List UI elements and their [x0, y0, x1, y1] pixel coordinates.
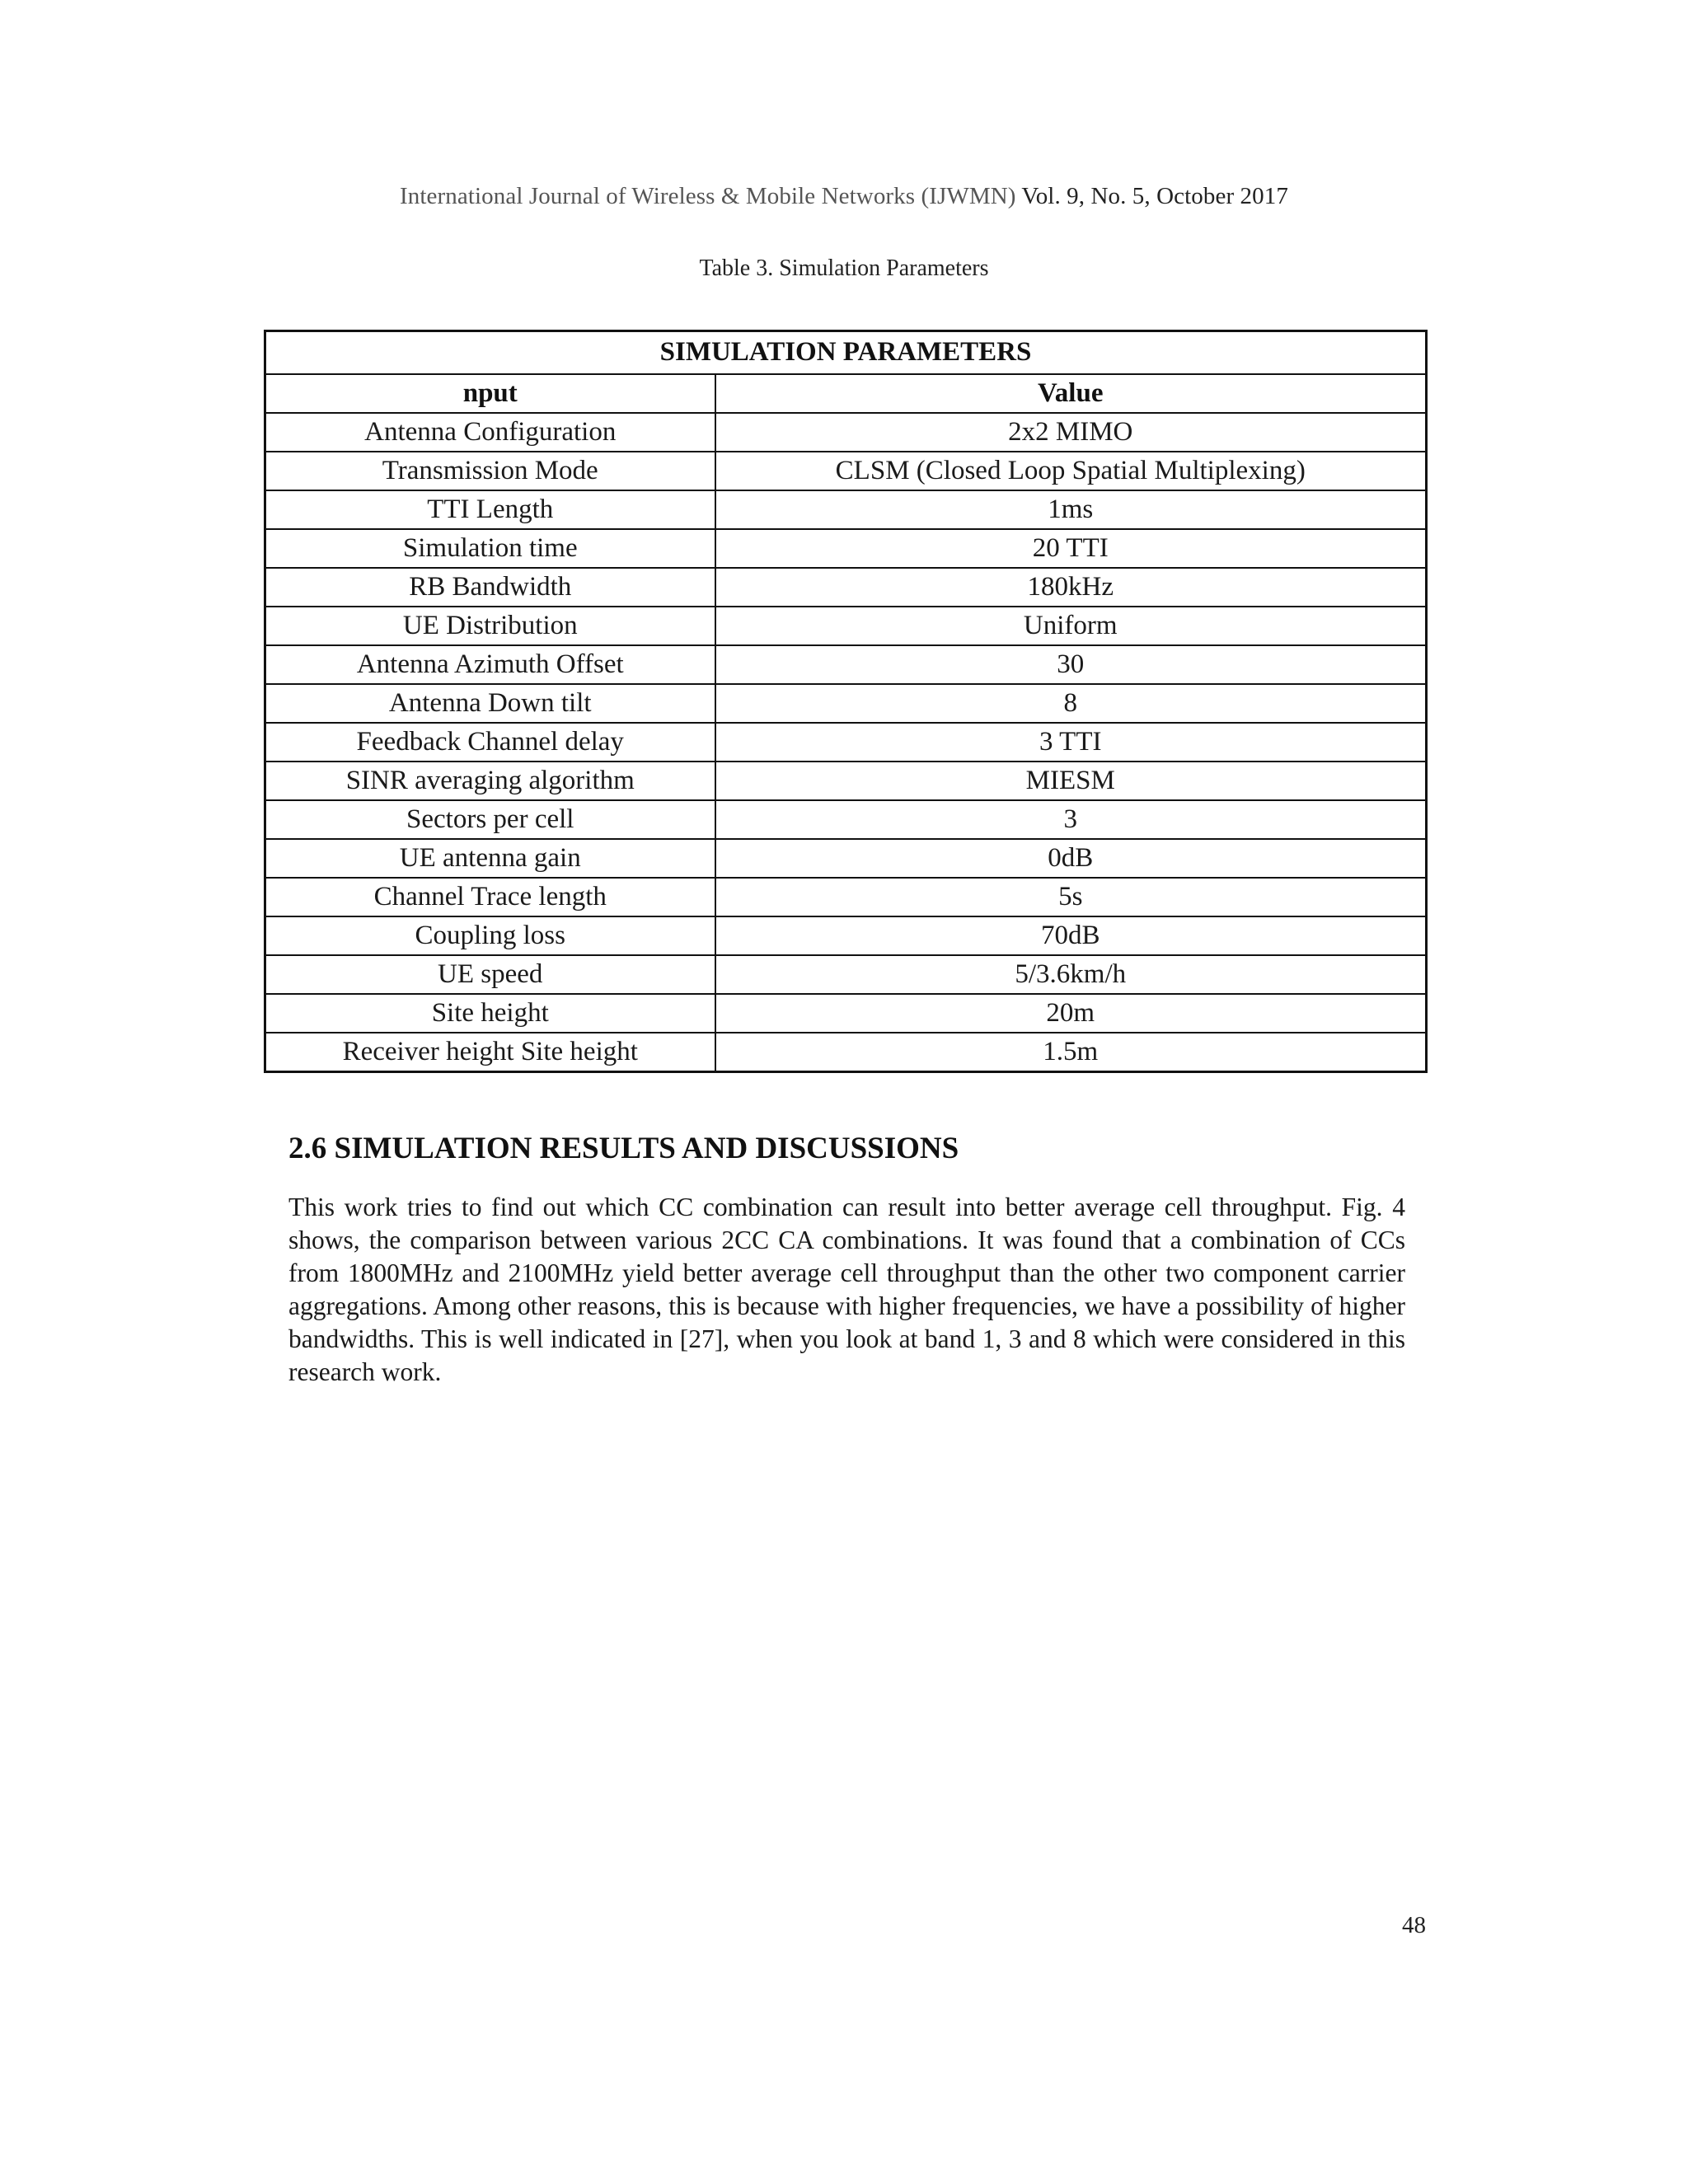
- simulation-parameters-table: [264, 330, 1428, 1073]
- body-paragraph: This work tries to find out which CC combination can result into better average cell throughput. Fig. 4 shows, the comparison between various 2CC CA combinations. It was found that a combination of CCs from 1800MHz and 2100MHz yield better average cell throughput than the other two component carrier aggregations. Among other reasons, this is because with higher frequencies, we have a possibility of higher bandwidths. This is well indicated in [27], when you look at band 1, 3 and 8 which were considered in this research work.: [288, 1193, 1405, 1386]
- parameter-value: 5s: [715, 878, 1427, 916]
- table-row: [265, 1033, 1427, 1072]
- table-row: [265, 878, 1427, 916]
- parameter-value: 3 TTI: [715, 723, 1427, 762]
- parameter-value: 20m: [715, 994, 1427, 1033]
- parameter-value: Uniform: [715, 607, 1427, 645]
- table-row: [265, 684, 1427, 723]
- column-header-value: Value: [715, 374, 1427, 413]
- table-row: [265, 723, 1427, 762]
- page-number: 48: [1402, 1912, 1426, 1938]
- parameter-value: 1.5m: [715, 1033, 1427, 1072]
- table-row: [265, 490, 1427, 529]
- table-body: [265, 413, 1427, 1072]
- parameter-value: 30: [715, 645, 1427, 684]
- parameter-name: Feedback Channel delay: [265, 723, 715, 762]
- parameter-value: 3: [715, 800, 1427, 839]
- table-row: [265, 762, 1427, 800]
- section-heading: 2.6 SIMULATION RESULTS AND DISCUSSIONS: [288, 1132, 959, 1165]
- journal-name: International Journal of Wireless & Mobile Networks (IJWMN): [400, 183, 1016, 209]
- parameter-value: 0dB: [715, 839, 1427, 878]
- table-row: [265, 568, 1427, 607]
- parameter-name: SINR averaging algorithm: [265, 762, 715, 800]
- parameter-value: 1ms: [715, 490, 1427, 529]
- parameter-name: TTI Length: [265, 490, 715, 529]
- parameter-name: Transmission Mode: [265, 452, 715, 490]
- running-header: [0, 183, 1688, 210]
- table-row: [265, 529, 1427, 568]
- parameter-name: Simulation time: [265, 529, 715, 568]
- parameter-name: RB Bandwidth: [265, 568, 715, 607]
- table-title: SIMULATION PARAMETERS: [265, 331, 1427, 375]
- table-header-row: [265, 374, 1427, 413]
- table-row: [265, 955, 1427, 994]
- parameter-value: 70dB: [715, 916, 1427, 955]
- parameter-value: 8: [715, 684, 1427, 723]
- journal-volume: Vol. 9, No. 5, October 2017: [1021, 183, 1288, 209]
- parameter-value: MIESM: [715, 762, 1427, 800]
- parameter-value: 2x2 MIMO: [715, 413, 1427, 452]
- column-header-input: nput: [265, 374, 715, 413]
- parameter-name: UE Distribution: [265, 607, 715, 645]
- parameter-name: Antenna Configuration: [265, 413, 715, 452]
- parameter-name: UE speed: [265, 955, 715, 994]
- parameter-value: 5/3.6km/h: [715, 955, 1427, 994]
- parameter-value: CLSM (Closed Loop Spatial Multiplexing): [715, 452, 1427, 490]
- parameter-name: Site height: [265, 994, 715, 1033]
- parameter-name: Channel Trace length: [265, 878, 715, 916]
- table-caption: Table 3. Simulation Parameters: [699, 255, 989, 281]
- parameter-name: Sectors per cell: [265, 800, 715, 839]
- parameter-name: Receiver height Site height: [265, 1033, 715, 1072]
- table-row: [265, 800, 1427, 839]
- table-row: [265, 413, 1427, 452]
- parameter-name: Antenna Down tilt: [265, 684, 715, 723]
- parameter-value: 180kHz: [715, 568, 1427, 607]
- table-row: [265, 645, 1427, 684]
- parameter-name: Coupling loss: [265, 916, 715, 955]
- table-row: [265, 994, 1427, 1033]
- parameter-name: UE antenna gain: [265, 839, 715, 878]
- table-title-row: [265, 331, 1427, 375]
- table-row: [265, 607, 1427, 645]
- table-row: [265, 839, 1427, 878]
- table-row: [265, 916, 1427, 955]
- parameter-name: Antenna Azimuth Offset: [265, 645, 715, 684]
- parameter-value: 20 TTI: [715, 529, 1427, 568]
- table-row: [265, 452, 1427, 490]
